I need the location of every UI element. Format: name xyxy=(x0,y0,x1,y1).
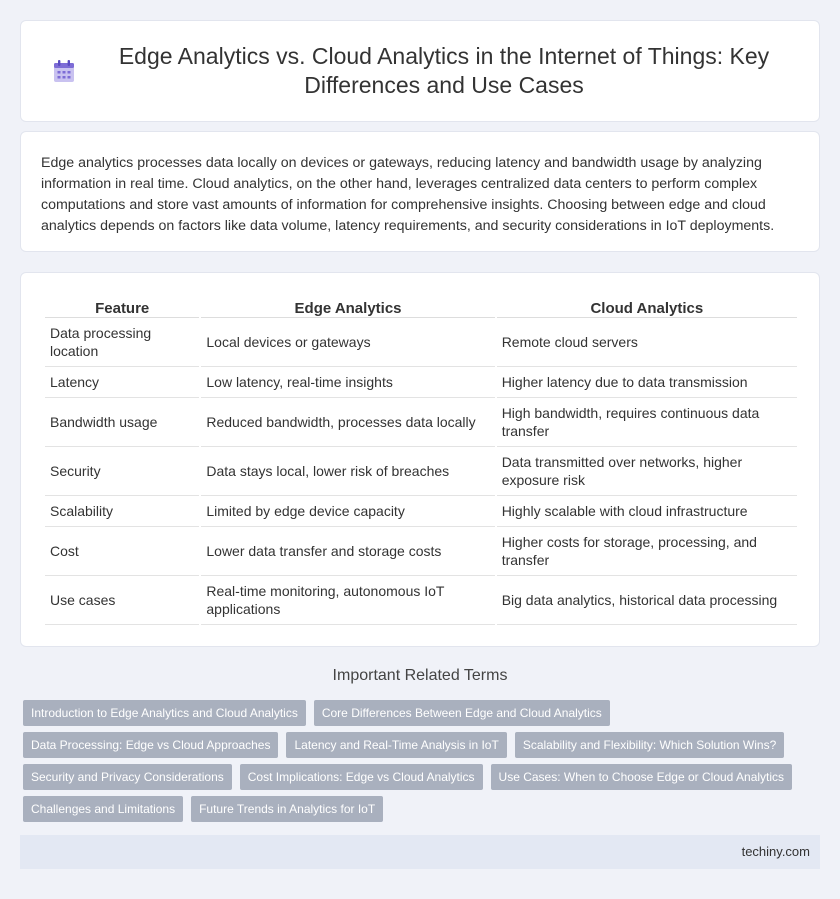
related-term-tag[interactable]: Data Processing: Edge vs Cloud Approaches xyxy=(23,732,278,758)
table-cell: Low latency, real-time insights xyxy=(201,367,494,398)
tag-row xyxy=(23,796,813,822)
table-cell: Data processing location xyxy=(45,318,199,367)
table-row xyxy=(45,398,797,447)
intro-card xyxy=(20,131,820,252)
related-terms-list xyxy=(23,700,813,828)
table-cell: Limited by edge device capacity xyxy=(201,496,494,527)
table-row xyxy=(45,527,797,576)
table-row xyxy=(45,447,797,496)
document-icon xyxy=(51,58,77,84)
column-header-feature: Feature xyxy=(45,291,199,318)
footer xyxy=(20,835,820,869)
related-term-tag[interactable]: Latency and Real-Time Analysis in IoT xyxy=(286,732,506,758)
table-cell: Data transmitted over networks, higher exposure risk xyxy=(497,447,797,496)
table-cell: Security xyxy=(45,447,199,496)
table-cell: Higher latency due to data transmission xyxy=(497,367,797,398)
table-row xyxy=(45,496,797,527)
related-term-tag[interactable]: Use Cases: When to Choose Edge or Cloud Analytics xyxy=(491,764,792,790)
header xyxy=(21,21,819,121)
table-header-row xyxy=(45,291,797,318)
related-terms-title: Important Related Terms xyxy=(332,667,508,684)
related-term-tag[interactable]: Challenges and Limitations xyxy=(23,796,183,822)
table-cell: High bandwidth, requires continuous data transfer xyxy=(497,398,797,447)
intro-paragraph: Edge analytics processes data locally on devices or gateways, reducing latency and bandwidth usage by analyzing information in real time. Cloud analytics, on the other hand, leverages centralized data centers to perform complex computations and store vast amounts of information for comprehensive insights. Choosing between edge and cloud analytics depends on factors like data volume, latency requirements, and security considerations in IoT deployments. xyxy=(41,155,775,234)
tag-row xyxy=(23,764,813,790)
table-cell: Reduced bandwidth, processes data locally xyxy=(201,398,494,447)
table-cell: Latency xyxy=(45,367,199,398)
table-cell: Data stays local, lower risk of breaches xyxy=(201,447,494,496)
related-term-tag[interactable]: Core Differences Between Edge and Cloud Analytics xyxy=(314,700,610,726)
column-header-edge: Edge Analytics xyxy=(201,291,494,318)
page-title: Edge Analytics vs. Cloud Analytics in the Internet of Things: Key Differences and Use Cases xyxy=(118,43,770,98)
table-cell: Local devices or gateways xyxy=(201,318,494,367)
table-cell: Remote cloud servers xyxy=(497,318,797,367)
table-row xyxy=(45,318,797,367)
table-cell: Big data analytics, historical data processing xyxy=(497,576,797,625)
table-row xyxy=(45,576,797,625)
table-row xyxy=(45,367,797,398)
comparison-card xyxy=(20,272,820,647)
related-term-tag[interactable]: Scalability and Flexibility: Which Solution Wins? xyxy=(515,732,784,758)
table-cell: Real-time monitoring, autonomous IoT applications xyxy=(201,576,494,625)
related-term-tag[interactable]: Introduction to Edge Analytics and Cloud Analytics xyxy=(23,700,306,726)
column-header-cloud: Cloud Analytics xyxy=(497,291,797,318)
table-cell: Lower data transfer and storage costs xyxy=(201,527,494,576)
table-cell: Higher costs for storage, processing, and transfer xyxy=(497,527,797,576)
tag-row xyxy=(23,732,813,758)
related-term-tag[interactable]: Security and Privacy Considerations xyxy=(23,764,232,790)
tag-row xyxy=(23,700,813,726)
related-term-tag[interactable]: Cost Implications: Edge vs Cloud Analytics xyxy=(240,764,483,790)
table-cell: Bandwidth usage xyxy=(45,398,199,447)
table-cell: Use cases xyxy=(45,576,199,625)
related-term-tag[interactable]: Future Trends in Analytics for IoT xyxy=(191,796,383,822)
site-name[interactable]: techiny.com xyxy=(741,844,810,859)
table-cell: Highly scalable with cloud infrastructure xyxy=(497,496,797,527)
table-cell: Scalability xyxy=(45,496,199,527)
header-card xyxy=(20,20,820,122)
comparison-table xyxy=(43,291,799,625)
table-cell: Cost xyxy=(45,527,199,576)
